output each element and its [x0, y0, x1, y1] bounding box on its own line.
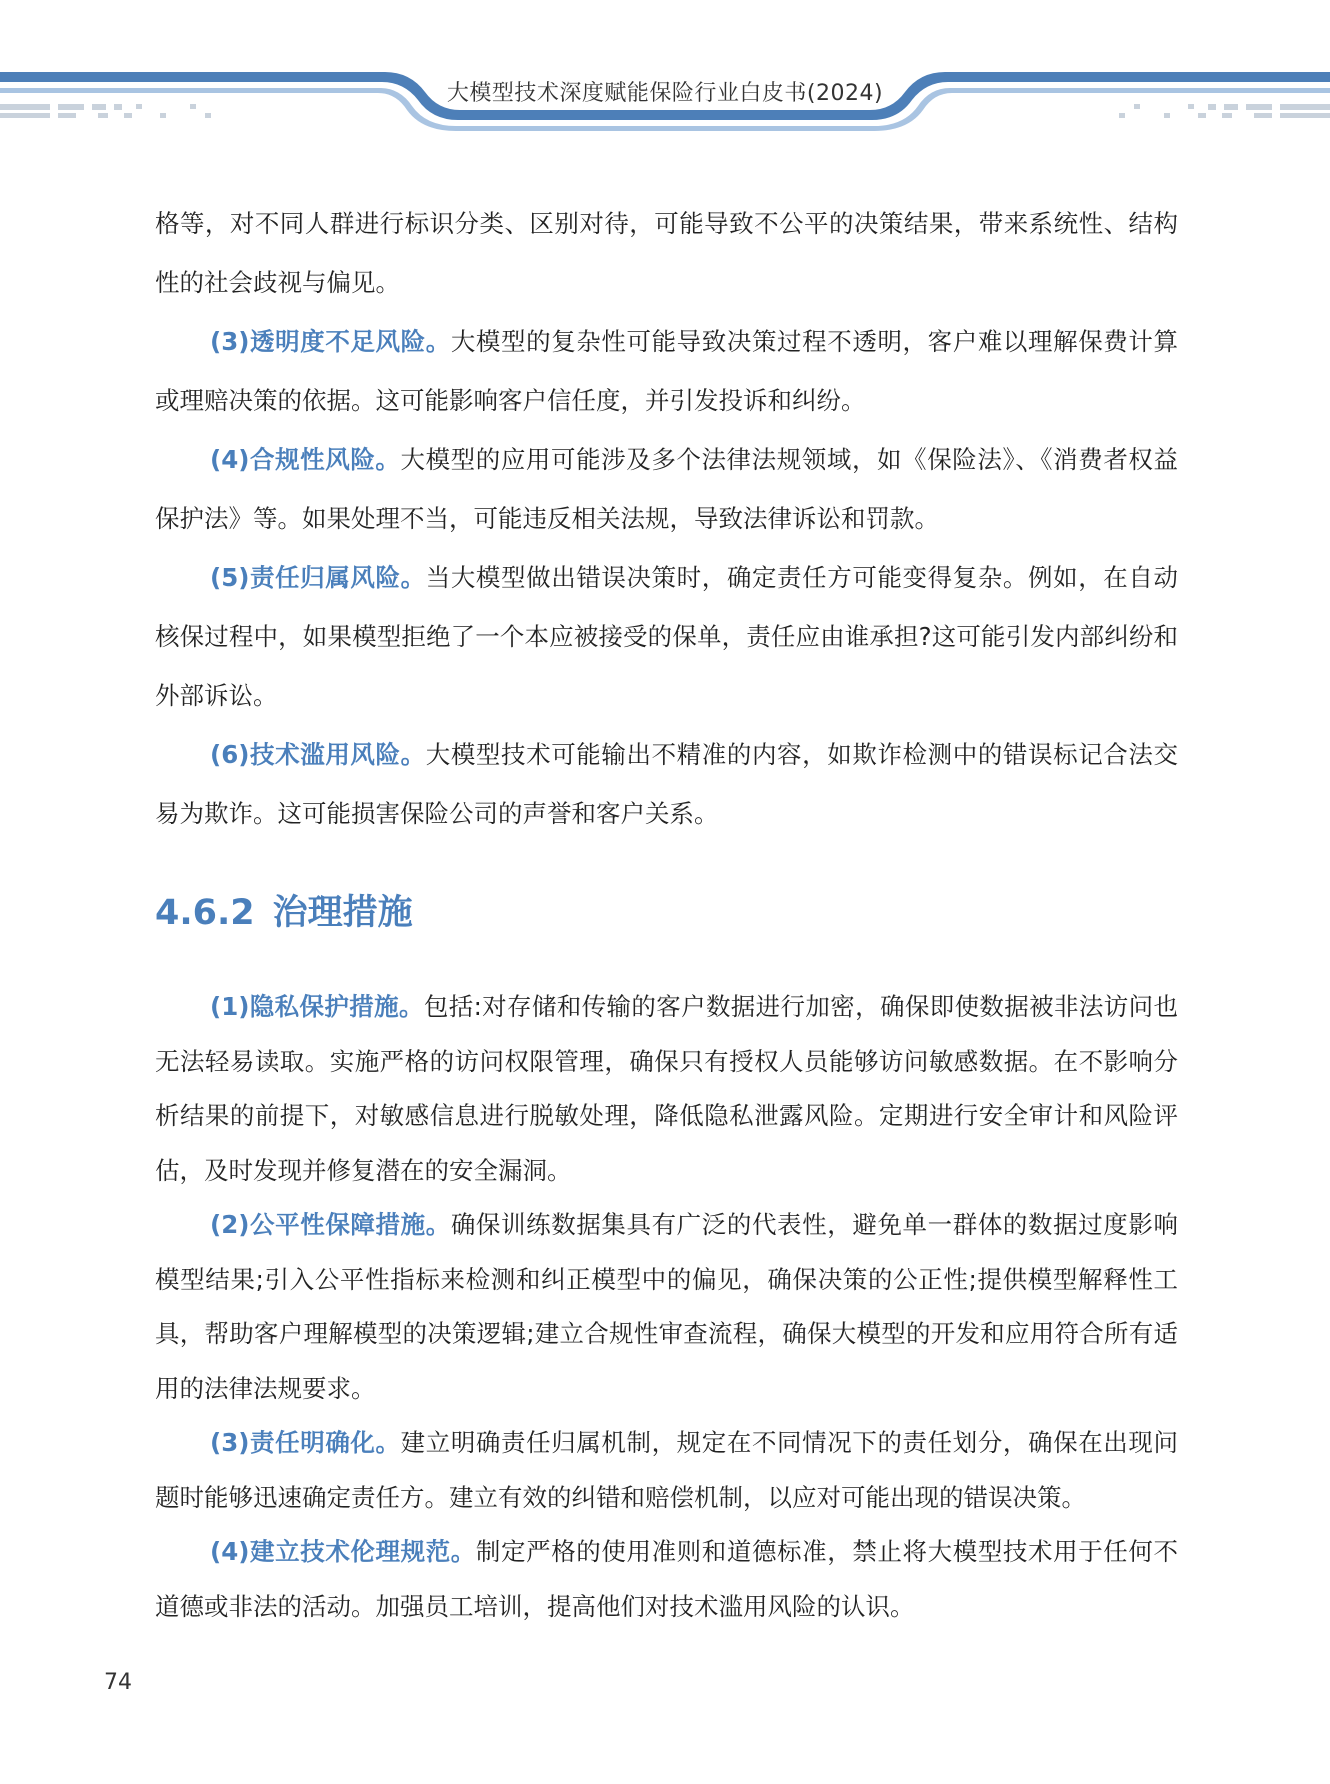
paragraph-lead: (3)透明度不足风险。 [210, 327, 451, 356]
paragraph-ethics-measures [155, 1525, 1178, 1634]
paragraphs-top [155, 194, 1178, 843]
running-header-title: 大模型技术深度赋能保险行业白皮书(2024) [446, 81, 884, 106]
paragraph-lead: (4)合规性风险。 [210, 445, 401, 474]
paragraph-misuse-risk [155, 725, 1178, 843]
paragraph-fairness-measures [155, 1198, 1178, 1416]
paragraph-responsibility-measures [155, 1416, 1178, 1525]
paragraph-lead: (5)责任归属风险。 [210, 563, 426, 592]
paragraph-compliance-risk [155, 430, 1178, 548]
paragraph-lead: (2)公平性保障措施。 [210, 1210, 451, 1239]
page-number: 74 [104, 1670, 132, 1695]
paragraph-continuation [155, 194, 1178, 312]
header-band [0, 0, 1330, 140]
page-content [155, 194, 1178, 1634]
paragraph-lead: (1)隐私保护措施。 [210, 992, 424, 1021]
paragraph-text: 建立明确责任归属机制，规定在不同情况下的责任划分，确保在出现问题时能够迅速确定责任方。建立有效的纠错和赔偿机制，以应对可能出现的错误决策。 [155, 1428, 1178, 1512]
paragraph-liability-risk [155, 548, 1178, 725]
paragraph-lead: (4)建立技术伦理规范。 [210, 1537, 476, 1566]
paragraph-lead: (6)技术滥用风险。 [210, 740, 426, 769]
paragraph-text: 当大模型做出错误决策时，确定责任方可能变得复杂。例如，在自动核保过程中，如果模型拒绝了一个本应被接受的保单，责任应由谁承担?这可能引发内部纠纷和外部诉讼。 [155, 563, 1178, 710]
paragraph-privacy-measures [155, 980, 1178, 1198]
paragraph-text: 格等，对不同人群进行标识分类、区别对待，可能导致不公平的决策结果，带来系统性、结构性的社会歧视与偏见。 [155, 209, 1178, 297]
paragraphs-bottom [155, 980, 1178, 1634]
section-title: 治理措施 [272, 893, 413, 933]
section-number: 4.6.2 [155, 893, 255, 933]
paragraph-text: 确保训练数据集具有广泛的代表性，避免单一群体的数据过度影响模型结果;引入公平性指标来检测和纠正模型中的偏见，确保决策的公正性;提供模型解释性工具，帮助客户理解模型的决策逻辑;建立合规性审查流程，确保大模型的开发和应用符合所有适用的法律法规要求。 [155, 1210, 1178, 1403]
section-heading [155, 883, 1178, 943]
paragraph-text: 大模型技术可能输出不精准的内容，如欺诈检测中的错误标记合法交易为欺诈。这可能损害保险公司的声誉和客户关系。 [155, 740, 1178, 828]
paragraph-transparency-risk [155, 312, 1178, 430]
paragraph-text: 大模型的应用可能涉及多个法律法规领域，如《保险法》、《消费者权益保护法》等。如果处理不当，可能违反相关法规，导致法律诉讼和罚款。 [155, 445, 1178, 533]
paragraph-text: 制定严格的使用准则和道德标准，禁止将大模型技术用于任何不道德或非法的活动。加强员工培训，提高他们对技术滥用风险的认识。 [155, 1537, 1178, 1621]
paragraph-text: 包括:对存储和传输的客户数据进行加密，确保即使数据被非法访问也无法轻易读取。实施严格的访问权限管理，确保只有授权人员能够访问敏感数据。在不影响分析结果的前提下，对敏感信息进行脱敏处理，降低隐私泄露风险。定期进行安全审计和风险评估，及时发现并修复潜在的安全漏洞。 [155, 992, 1178, 1185]
paragraph-lead: (3)责任明确化。 [210, 1428, 401, 1457]
paragraph-text: 大模型的复杂性可能导致决策过程不透明，客户难以理解保费计算或理赔决策的依据。这可能影响客户信任度，并引发投诉和纠纷。 [155, 327, 1178, 415]
